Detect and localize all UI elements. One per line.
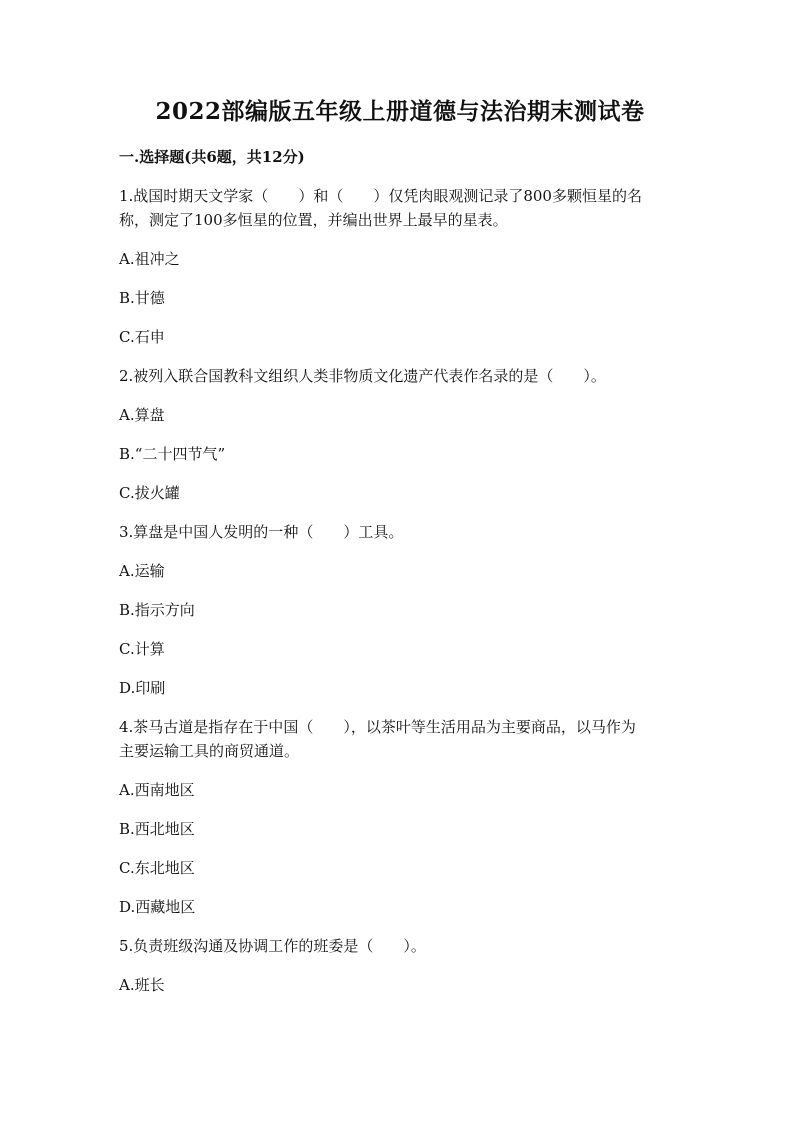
question-stem-line: 主要运输工具的商贸通道。 xyxy=(119,742,300,760)
question-stem-line: 2.被列入联合国教科文组织人类非物质文化遗产代表作名录的是（ ）。 xyxy=(119,367,606,385)
answer-option: B.甘德 xyxy=(119,289,165,307)
question-stem xyxy=(119,934,699,958)
page-title: 2022部编版五年级上册道德与法治期末测试卷 xyxy=(155,98,645,125)
answer-option: A.祖冲之 xyxy=(119,250,180,268)
question-stem-line: 称，测定了100多恒星的位置，并编出世界上最早的星表。 xyxy=(119,211,508,229)
answer-option: A.西南地区 xyxy=(119,781,195,799)
question-stem xyxy=(119,715,699,763)
answer-option: A.班长 xyxy=(119,976,165,994)
answer-option: C.石申 xyxy=(119,328,165,346)
answer-option: B.“二十四节气” xyxy=(119,445,226,463)
answer-option: B.西北地区 xyxy=(119,820,195,838)
question-stem-line: 3.算盘是中国人发明的一种（ ）工具。 xyxy=(119,523,404,541)
answer-option: A.运输 xyxy=(119,562,165,580)
question-item xyxy=(119,934,699,997)
answer-option: C.计算 xyxy=(119,640,165,658)
question-stem-line: 4.茶马古道是指存在于中国（ ），以茶叶等生活用品为主要商品，以马作为 xyxy=(119,718,636,736)
answer-option: C.拔火罐 xyxy=(119,484,180,502)
answer-option: D.印刷 xyxy=(119,679,166,697)
question-item xyxy=(119,715,699,919)
question-stem-line: 1.战国时期天文学家（ ）和（ ）仅凭肉眼观测记录了800多颗恒星的名 xyxy=(119,187,642,205)
question-stem xyxy=(119,184,699,232)
question-item xyxy=(119,364,699,505)
question-stem xyxy=(119,364,699,388)
answer-option: C.东北地区 xyxy=(119,859,195,877)
question-list xyxy=(119,184,699,1012)
question-stem xyxy=(119,520,699,544)
question-item xyxy=(119,184,699,349)
question-item xyxy=(119,520,699,700)
question-stem-line: 5.负责班级沟通及协调工作的班委是（ ）。 xyxy=(119,937,426,955)
answer-option: B.指示方向 xyxy=(119,601,195,619)
answer-option: A.算盘 xyxy=(119,406,165,424)
section-heading: 一.选择题(共6题，共12分) xyxy=(119,148,305,166)
answer-option: D.西藏地区 xyxy=(119,898,196,916)
